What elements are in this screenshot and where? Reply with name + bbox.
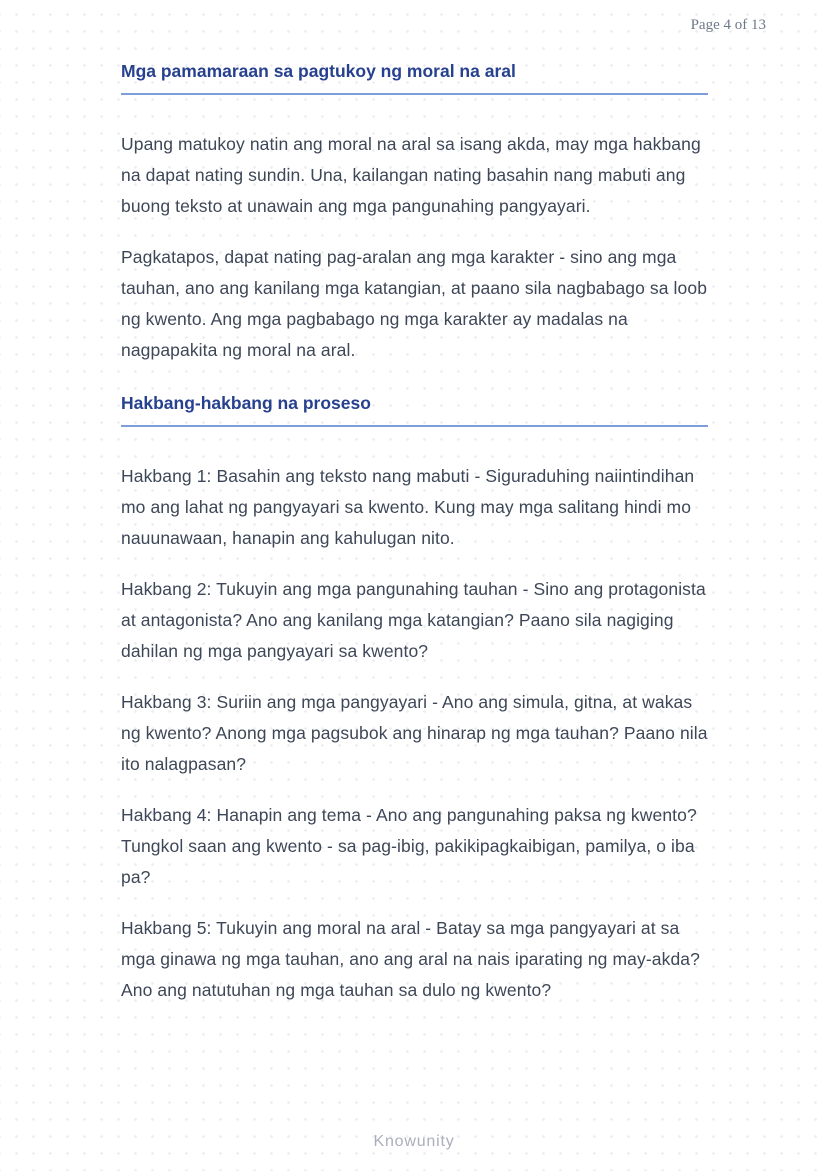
section-heading-methods: Mga pamamaraan sa pagtukoy ng moral na aral: [121, 60, 708, 95]
section-heading-process: Hakbang-hakbang na proseso: [121, 392, 708, 427]
page-indicator: Page 4 of 13: [690, 17, 766, 33]
section-process: [121, 392, 708, 1006]
section-methods: [121, 60, 708, 366]
paragraph-step-5: Hakbang 5: Tukuyin ang moral na aral - Batay sa mga pangyayari at sa mga ginawa ng mga tauhan, ano ang aral na nais iparating ng may-akda? Ano ang natutuhan ng mga tauhan sa dulo ng kwento?: [121, 918, 700, 1000]
paragraph-characters: Pagkatapos, dapat nating pag-aralan ang mga karakter - sino ang mga tauhan, ano ang kanilang mga katangian, at paano sila nagbabago sa loob ng kwento. Ang mga pagbabago ng mga karakter ay madalas na nagpapakita ng moral na aral.: [121, 247, 708, 360]
paragraph-step-1: Hakbang 1: Basahin ang teksto nang mabuti - Siguraduhing naiintindihan mo ang lahat ng pangyayari sa kwento. Kung may mga salitang hindi mo nauunawaan, hanapin ang kahulugan nito.: [121, 466, 695, 548]
document-content: [121, 60, 708, 1026]
footer-brand: Knowunity: [373, 1133, 455, 1150]
paragraph-intro: Upang matukoy natin ang moral na aral sa isang akda, may mga hakbang na dapat nating sundin. Una, kailangan nating basahin nang mabuti ang buong teksto at unawain ang mga pangunahing pangyayari.: [121, 134, 701, 216]
paragraph-step-3: Hakbang 3: Suriin ang mga pangyayari - Ano ang simula, gitna, at wakas ng kwento? Anong mga pagsubok ang hinarap ng mga tauhan? Paano nila ito nalagpasan?: [121, 692, 708, 774]
paragraph-step-4: Hakbang 4: Hanapin ang tema - Ano ang pangunahing paksa ng kwento? Tungkol saan ang kwento - sa pag-ibig, pakikipagkaibigan, pamilya, o iba pa?: [121, 805, 697, 887]
paragraph-step-2: Hakbang 2: Tukuyin ang mga pangunahing tauhan - Sino ang protagonista at antagonista? Ano ang kanilang mga katangian? Paano sila nagiging dahilan ng mga pangyayari sa kwento?: [121, 579, 706, 661]
